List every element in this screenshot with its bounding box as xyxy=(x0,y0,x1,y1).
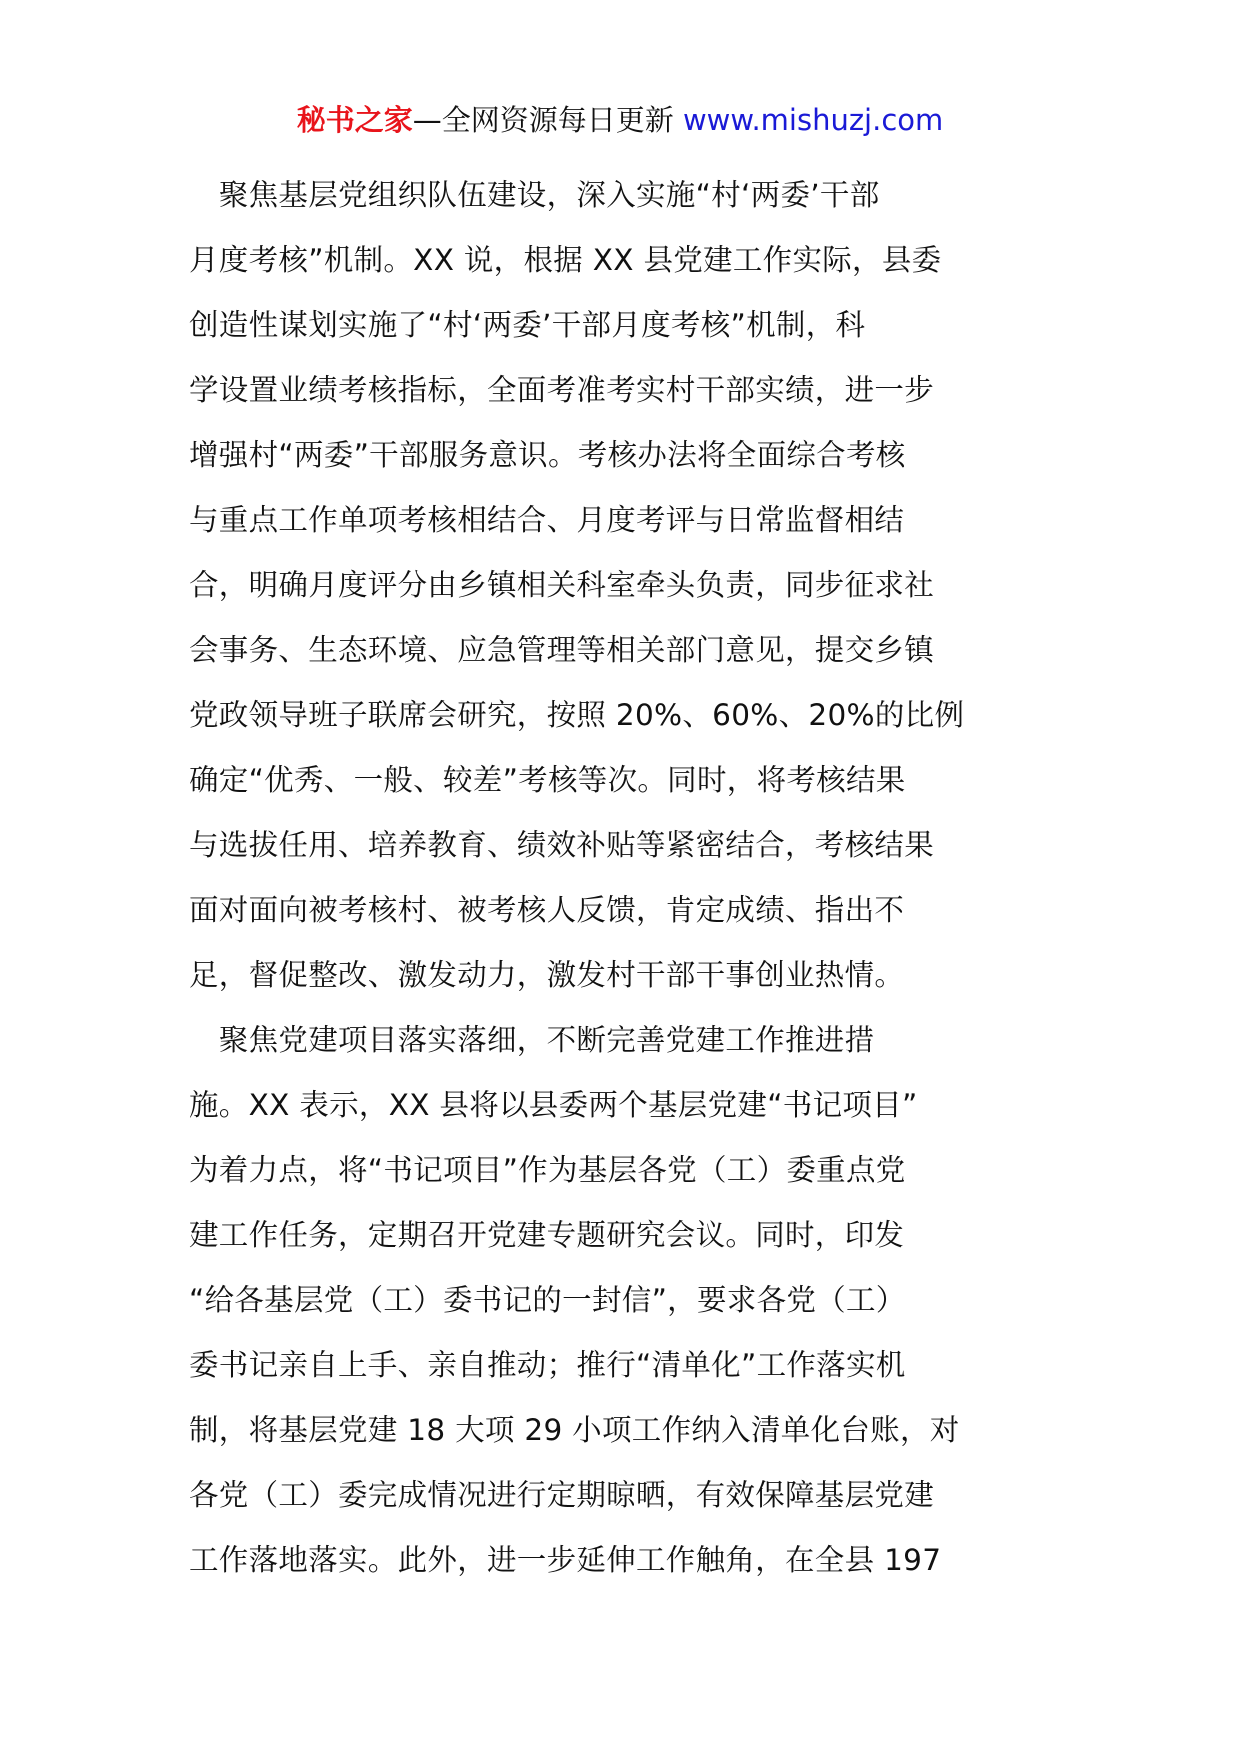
text-line: 工作落地落实。此外，进一步延伸工作触角，在全县 197 xyxy=(189,1543,942,1577)
text-line: 制，将基层党建 18 大项 29 小项工作纳入清单化台账，对 xyxy=(189,1413,960,1447)
text-line: 月度考核”机制。XX 说，根据 XX 县党建工作实际，县委 xyxy=(189,243,942,277)
text-line: 各党（工）委完成情况进行定期晾晒，有效保障基层党建 xyxy=(189,1478,935,1512)
document-body xyxy=(189,163,1069,1593)
text-line: 聚焦党建项目落实落细，不断完善党建工作推进措 xyxy=(189,1023,875,1057)
text-line: 合，明确月度评分由乡镇相关科室牵头负责，同步征求社 xyxy=(189,568,935,602)
text-line: 足，督促整改、激发动力，激发村干部干事创业热情。 xyxy=(189,958,905,992)
text-line: 党政领导班子联席会研究，按照 20%、60%、20%的比例 xyxy=(189,698,965,732)
text-line: 与选拔任用、培养教育、绩效补贴等紧密结合，考核结果 xyxy=(189,828,935,862)
text-line: 面对面向被考核村、被考核人反馈，肯定成绩、指出不 xyxy=(189,893,905,927)
site-header xyxy=(0,100,1240,140)
text-line: 会事务、生态环境、应急管理等相关部门意见，提交乡镇 xyxy=(189,633,935,667)
site-url-link[interactable]: www.mishuzj.com xyxy=(682,103,944,137)
text-line: 为着力点，将“书记项目”作为基层各党（工）委重点党 xyxy=(189,1153,906,1187)
text-line: 施。XX 表示，XX 县将以县委两个基层党建“书记项目” xyxy=(189,1088,918,1122)
text-line: 建工作任务，定期召开党建专题研究会议。同时，印发 xyxy=(189,1218,905,1252)
text-line: 确定“优秀、一般、较差”考核等次。同时，将考核结果 xyxy=(189,763,906,797)
site-tagline: —全网资源每日更新 xyxy=(412,103,683,137)
text-line: 委书记亲自上手、亲自推动；推行“清单化”工作落实机 xyxy=(189,1348,906,1382)
text-line: “给各基层党（工）委书记的一封信”，要求各党（工） xyxy=(189,1283,906,1317)
text-line: 增强村“两委”干部服务意识。考核办法将全面综合考核 xyxy=(189,438,906,472)
text-line: 聚焦基层党组织队伍建设，深入实施“村‘两委’干部 xyxy=(189,178,880,212)
site-brand: 秘书之家 xyxy=(296,103,413,137)
text-line: 与重点工作单项考核相结合、月度考评与日常监督相结 xyxy=(189,503,905,537)
text-line: 创造性谋划实施了“村‘两委’干部月度考核”机制，科 xyxy=(189,308,866,342)
text-line: 学设置业绩考核指标，全面考准考实村干部实绩，进一步 xyxy=(189,373,935,407)
